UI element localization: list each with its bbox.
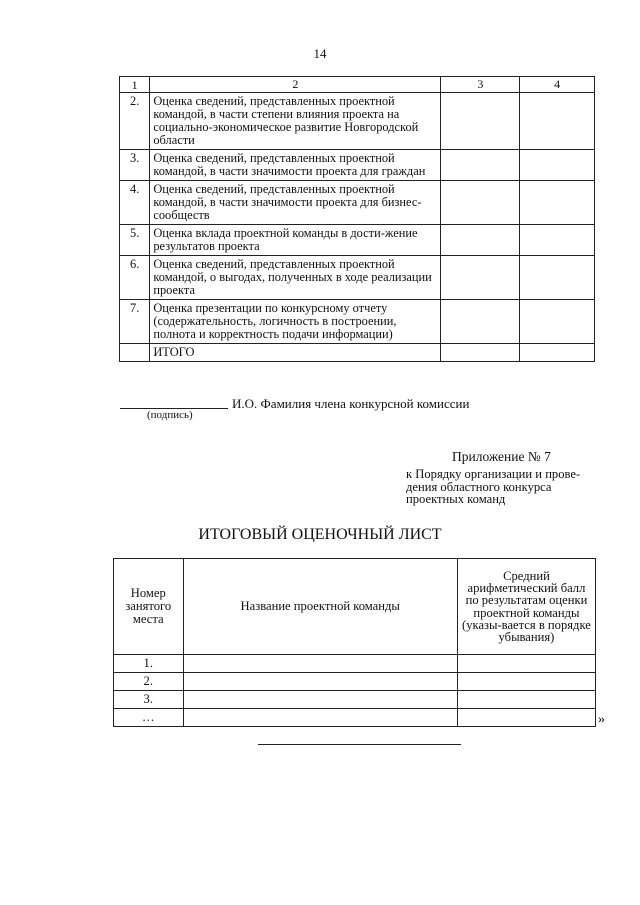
closing-quote: »: [598, 712, 605, 727]
total-row: [120, 344, 595, 362]
team-name-cell[interactable]: [183, 709, 457, 727]
note-cell[interactable]: [520, 300, 595, 344]
average-score-cell[interactable]: [457, 655, 595, 673]
column-header-3: 3: [441, 77, 520, 93]
row-number: 5.: [120, 225, 150, 256]
table-row: [120, 300, 595, 344]
criterion-text: Оценка сведений, представленных проектной командой, в части степени влияния проекта на социально-экономическое развитие Новгородской области: [150, 93, 441, 150]
score-cell[interactable]: [441, 93, 520, 150]
table-row: [120, 225, 595, 256]
note-cell[interactable]: [520, 150, 595, 181]
annex-title: Приложение № 7: [452, 449, 551, 464]
score-cell[interactable]: [441, 300, 520, 344]
table-row: [114, 655, 596, 673]
total-score-cell[interactable]: [441, 344, 520, 362]
row-number: 4.: [120, 181, 150, 225]
team-name-header: Название проектной команды: [183, 559, 457, 655]
final-table: [113, 558, 596, 727]
signature-hint: (подпись): [147, 409, 193, 421]
score-cell[interactable]: [441, 150, 520, 181]
criterion-text: Оценка презентации по конкурсному отчету (содержательность, логичность в построении, полнота и корректность подачи информации): [150, 300, 441, 344]
row-number: 6.: [120, 256, 150, 300]
place-number: 2.: [114, 673, 184, 691]
average-score-cell[interactable]: [457, 691, 595, 709]
table-row: [120, 93, 595, 150]
table-row: [120, 150, 595, 181]
final-table-header: [114, 559, 596, 655]
criterion-text: Оценка вклада проектной команды в дости-жение результатов проекта: [150, 225, 441, 256]
page-number: 14: [313, 46, 327, 61]
team-name-cell[interactable]: [183, 655, 457, 673]
table-row: [120, 256, 595, 300]
score-cell[interactable]: [441, 225, 520, 256]
average-score-cell[interactable]: [457, 709, 595, 727]
score-cell[interactable]: [441, 256, 520, 300]
table-row: [114, 691, 596, 709]
note-cell[interactable]: [520, 256, 595, 300]
column-header-4: 4: [520, 77, 595, 93]
annex-reference: к Порядку организации и прове-дения областного конкурса проектных команд: [406, 467, 581, 506]
criterion-text: Оценка сведений, представленных проектной командой, в части значимости проекта для граждан: [150, 150, 441, 181]
column-header-1: 1: [120, 77, 150, 93]
team-name-cell[interactable]: [183, 673, 457, 691]
note-cell[interactable]: [520, 225, 595, 256]
row-number: 3.: [120, 150, 150, 181]
column-header-2: 2: [150, 77, 441, 93]
criteria-table-header: [120, 77, 595, 93]
criterion-text: Оценка сведений, представленных проектной командой, о выгодах, полученных в ходе реализации проекта: [150, 256, 441, 300]
total-note-cell[interactable]: [520, 344, 595, 362]
total-label: ИТОГО: [150, 344, 441, 362]
average-score-cell[interactable]: [457, 673, 595, 691]
signature-caption: И.О. Фамилия члена конкурсной комиссии: [232, 396, 470, 411]
average-score-header: Средний арифметический балл по результатам оценки проектной команды (указы-вается в порядке убывания): [457, 559, 595, 655]
place-number-header: Номер занятого места: [114, 559, 184, 655]
table-row: [120, 181, 595, 225]
table-row: [114, 673, 596, 691]
place-number: 3.: [114, 691, 184, 709]
criterion-text: Оценка сведений, представленных проектной командой, в части значимости проекта для бизнес-сообществ: [150, 181, 441, 225]
note-cell[interactable]: [520, 181, 595, 225]
row-number: 2.: [120, 93, 150, 150]
team-name-cell[interactable]: [183, 691, 457, 709]
closing-line: [258, 744, 461, 745]
place-number: 1.: [114, 655, 184, 673]
table-row: [114, 709, 596, 727]
score-cell[interactable]: [441, 181, 520, 225]
row-number: 7.: [120, 300, 150, 344]
note-cell[interactable]: [520, 93, 595, 150]
place-number: …: [114, 709, 184, 727]
criteria-table: [119, 76, 595, 362]
sheet-title: ИТОГОВЫЙ ОЦЕНОЧНЫЙ ЛИСТ: [198, 526, 442, 543]
row-number: [120, 344, 150, 362]
